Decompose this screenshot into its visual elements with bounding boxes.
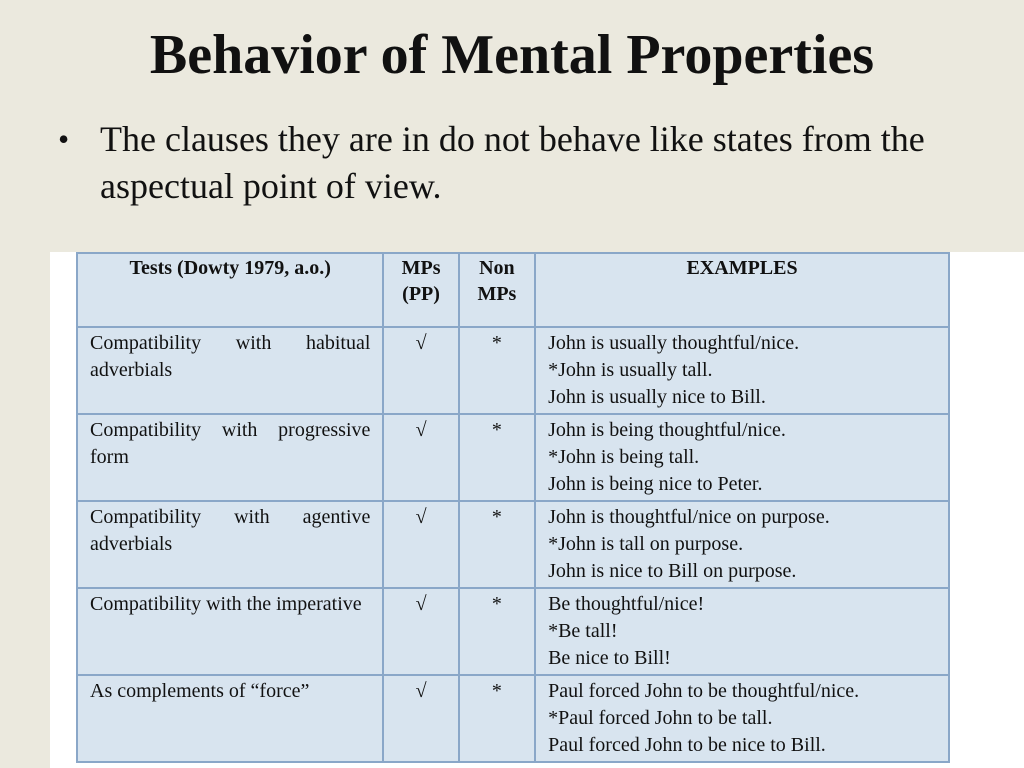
examples-cell bbox=[535, 675, 949, 762]
example-line: *Be tall! bbox=[548, 620, 618, 642]
table-row bbox=[77, 588, 949, 675]
example-line: Paul forced John to be nice to Bill. bbox=[548, 734, 826, 756]
examples-cell bbox=[535, 501, 949, 588]
non-mp-mark: * bbox=[459, 675, 535, 762]
header-tests: Tests (Dowty 1979, a.o.) bbox=[77, 253, 383, 327]
non-mp-mark: * bbox=[459, 414, 535, 501]
bullet-dot: • bbox=[58, 121, 70, 157]
mp-mark: √ bbox=[383, 501, 458, 588]
non-mp-mark: * bbox=[459, 327, 535, 414]
test-cell: Compatibility with habitual adverbials bbox=[77, 327, 383, 414]
mp-mark: √ bbox=[383, 327, 458, 414]
examples-cell bbox=[535, 327, 949, 414]
example-line: John is usually nice to Bill. bbox=[548, 386, 766, 408]
tests-table bbox=[76, 252, 950, 763]
example-line: *John is tall on purpose. bbox=[548, 533, 744, 555]
test-cell: Compatibility with agentive adverbials bbox=[77, 501, 383, 588]
bullet-text: The clauses they are in do not behave like states from the aspectual point of view. bbox=[100, 119, 925, 206]
mp-mark: √ bbox=[383, 675, 458, 762]
table-row bbox=[77, 327, 949, 414]
example-line: *Paul forced John to be tall. bbox=[548, 707, 773, 729]
non-mp-mark: * bbox=[459, 588, 535, 675]
example-line: John is thoughtful/nice on purpose. bbox=[548, 506, 830, 528]
examples-cell bbox=[535, 414, 949, 501]
slide-title: Behavior of Mental Properties bbox=[149, 24, 875, 86]
example-line: *John is being tall. bbox=[548, 446, 700, 468]
test-cell: As complements of “force” bbox=[77, 675, 383, 762]
header-mps: MPs (PP) bbox=[383, 253, 458, 327]
example-line: *John is usually tall. bbox=[548, 359, 713, 381]
example-line: John is usually thoughtful/nice. bbox=[548, 332, 800, 354]
example-line: John is being thoughtful/nice. bbox=[548, 419, 786, 441]
table-row bbox=[77, 501, 949, 588]
example-line: John is being nice to Peter. bbox=[548, 473, 763, 495]
example-line: Be nice to Bill! bbox=[548, 647, 671, 669]
header-non-mps: Non MPs bbox=[459, 253, 535, 327]
example-line: Paul forced John to be thoughtful/nice. bbox=[548, 680, 860, 702]
table-row bbox=[77, 675, 949, 762]
test-cell: Compatibility with the imperative bbox=[77, 588, 383, 675]
example-line: Be thoughtful/nice! bbox=[548, 593, 705, 615]
mp-mark: √ bbox=[383, 588, 458, 675]
example-line: John is nice to Bill on purpose. bbox=[548, 560, 797, 582]
test-cell: Compatibility with progressive form bbox=[77, 414, 383, 501]
table-row bbox=[77, 414, 949, 501]
examples-cell bbox=[535, 588, 949, 675]
non-mp-mark: * bbox=[459, 501, 535, 588]
table-header-row bbox=[77, 253, 949, 327]
mp-mark: √ bbox=[383, 414, 458, 501]
header-examples: EXAMPLES bbox=[535, 253, 949, 327]
